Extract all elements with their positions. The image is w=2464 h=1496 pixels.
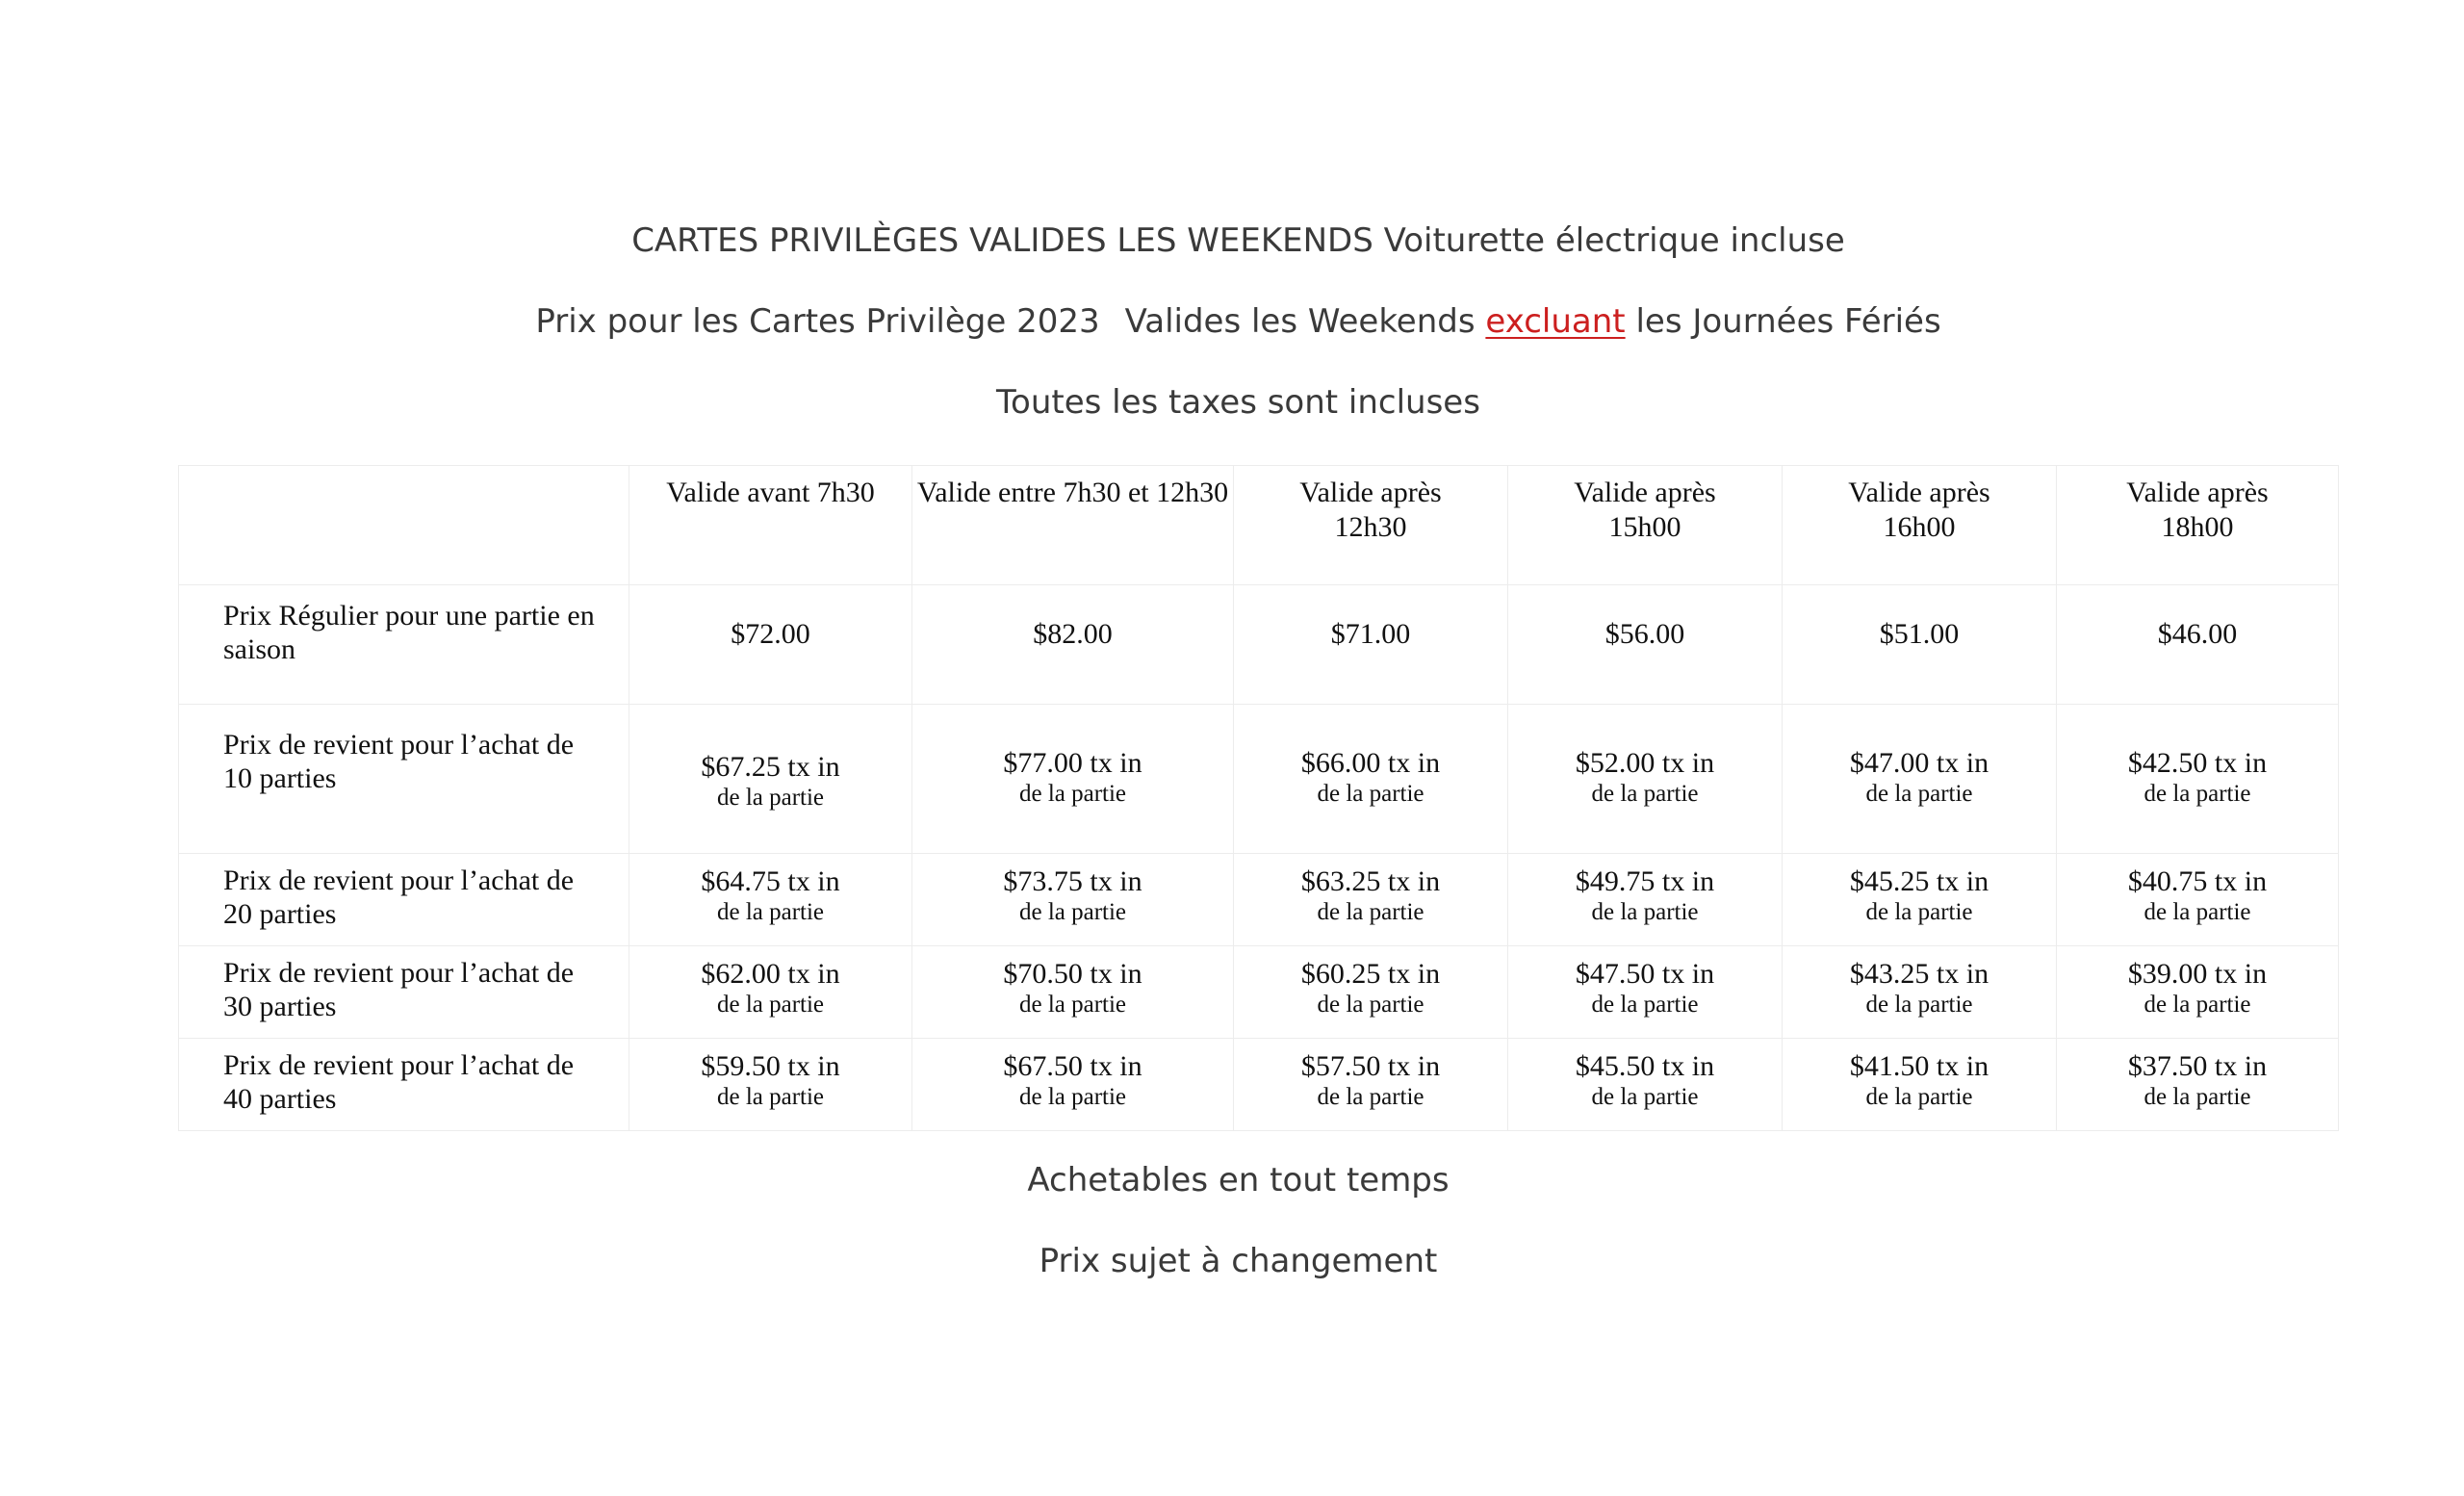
tax-note: Toutes les taxes sont incluses xyxy=(996,383,1480,422)
price-cell: $63.25 tx in de la partie xyxy=(1234,854,1508,946)
price-cell: $73.75 tx in de la partie xyxy=(912,854,1234,946)
price-cell: $71.00 xyxy=(1234,585,1508,705)
row-label: Prix de revient pour l’achat de 10 parties xyxy=(179,705,629,854)
row-label: Prix Régulier pour une partie en saison xyxy=(179,585,629,705)
price-cell: $77.00 tx in de la partie xyxy=(912,705,1234,854)
table-row xyxy=(179,946,2339,1039)
price-cell: $51.00 xyxy=(1783,585,2057,705)
price-cell: $40.75 tx in de la partie xyxy=(2057,854,2339,946)
subtitle-year: Prix pour les Cartes Privilège 2023 xyxy=(535,302,1100,341)
subtitle-emphasis: excluant xyxy=(1485,302,1626,341)
column-header: Valide après 18h00 xyxy=(2057,466,2339,585)
subtitle-holidays: les Journées Fériés xyxy=(1635,302,1941,341)
page-title: CARTES PRIVILÈGES VALIDES LES WEEKENDS Voiturette électrique incluse xyxy=(631,221,1845,260)
price-cell: $39.00 tx in de la partie xyxy=(2057,946,2339,1039)
price-cell: $49.75 tx in de la partie xyxy=(1508,854,1783,946)
footer-disclaimer: Prix sujet à changement xyxy=(1039,1242,1438,1280)
price-cell: $62.00 tx in de la partie xyxy=(629,946,912,1039)
price-cell: $60.25 tx in de la partie xyxy=(1234,946,1508,1039)
subtitle-validity: Valides les Weekends xyxy=(1124,302,1476,341)
table-row xyxy=(179,1039,2339,1131)
price-cell: $56.00 xyxy=(1508,585,1783,705)
price-cell: $46.00 xyxy=(2057,585,2339,705)
header-empty-cell xyxy=(179,466,629,585)
price-cell: $66.00 tx in de la partie xyxy=(1234,705,1508,854)
footer-availability: Achetables en tout temps xyxy=(1027,1161,1450,1199)
price-cell: $43.25 tx in de la partie xyxy=(1783,946,2057,1039)
table-row xyxy=(179,854,2339,946)
price-cell: $52.00 tx in de la partie xyxy=(1508,705,1783,854)
price-cell: $72.00 xyxy=(629,585,912,705)
price-cell: $42.50 tx in de la partie xyxy=(2057,705,2339,854)
price-cell: $59.50 tx in de la partie xyxy=(629,1039,912,1131)
row-label: Prix de revient pour l’achat de 20 parties xyxy=(179,854,629,946)
price-cell: $45.25 tx in de la partie xyxy=(1783,854,2057,946)
row-label: Prix de revient pour l’achat de 30 parties xyxy=(179,946,629,1039)
column-header: Valide après 12h30 xyxy=(1234,466,1508,585)
price-cell: $82.00 xyxy=(912,585,1234,705)
price-cell: $67.50 tx in de la partie xyxy=(912,1039,1234,1131)
price-table xyxy=(178,465,2339,1131)
column-header: Valide avant 7h30 xyxy=(629,466,912,585)
price-cell: $67.25 tx in de la partie xyxy=(629,705,912,854)
table-row xyxy=(179,705,2339,854)
price-cell: $45.50 tx in de la partie xyxy=(1508,1039,1783,1131)
price-cell: $57.50 tx in de la partie xyxy=(1234,1039,1508,1131)
column-header: Valide entre 7h30 et 12h30 xyxy=(912,466,1234,585)
price-cell: $70.50 tx in de la partie xyxy=(912,946,1234,1039)
price-cell: $64.75 tx in de la partie xyxy=(629,854,912,946)
row-label: Prix de revient pour l’achat de 40 parties xyxy=(179,1039,629,1131)
price-cell: $37.50 tx in de la partie xyxy=(2057,1039,2339,1131)
subtitle xyxy=(0,302,2464,341)
price-cell: $47.50 tx in de la partie xyxy=(1508,946,1783,1039)
price-cell: $41.50 tx in de la partie xyxy=(1783,1039,2057,1131)
column-header: Valide après 15h00 xyxy=(1508,466,1783,585)
table-header-row xyxy=(179,466,2339,585)
price-cell: $47.00 tx in de la partie xyxy=(1783,705,2057,854)
table-row xyxy=(179,585,2339,705)
column-header: Valide après 16h00 xyxy=(1783,466,2057,585)
